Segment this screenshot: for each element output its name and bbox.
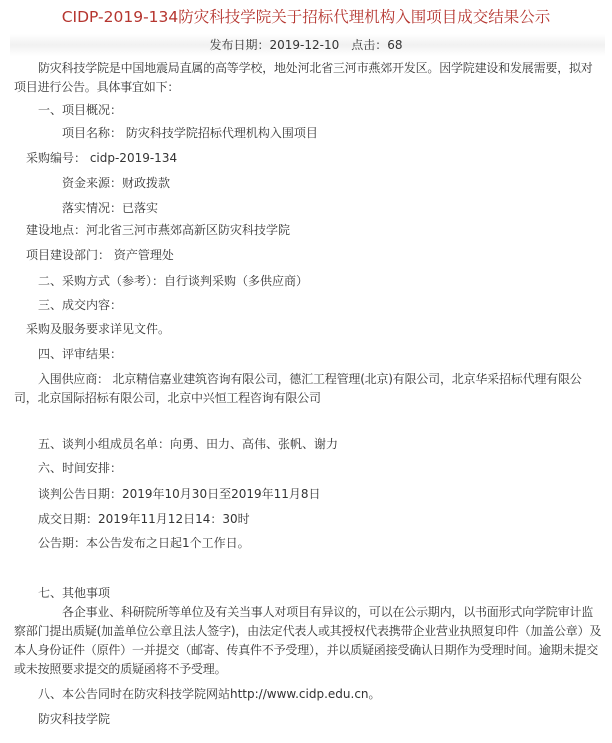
- section-7-heading: 七、其他事项: [38, 586, 111, 600]
- notice-period: 公告期：本公告发布之日起1个工作日。: [38, 536, 250, 550]
- section-3-text: 采购及服务要求详见文件。: [26, 322, 171, 336]
- purchase-number: 采购编号： cidp-2019-134: [26, 151, 178, 165]
- intro-paragraph: 防灾科技学院是中国地震局直属的高等学校，地处河北省三河市燕郊开发区。因学院建设和发展需要，拟对项目进行公告。具体事宜如下：: [14, 61, 593, 94]
- click-count: 点击：68: [351, 38, 403, 52]
- publish-date: 发布日期：2019-12-10: [209, 38, 340, 52]
- section-2-heading: 二、采购方式（参考）：自行谈判采购（多供应商）: [38, 274, 309, 288]
- page-title: CIDP-2019-134防灾科技学院关于招标代理机构入围项目成交结果公示: [61, 8, 551, 26]
- meta-info: [0, 36, 612, 54]
- section-8-text: 八、本公告同时在防灾科技学院网站http://www.cidp.edu.cn。: [38, 687, 381, 701]
- fund-status: 落实情况：已落实: [62, 201, 159, 215]
- deal-date: 成交日期：2019年11月12日14：30时: [38, 512, 250, 526]
- section-7-text: 各企事业、科研院所等单位及有关当事人对项目有异议的，可以在公示期内，以书面形式向学院审计监察部门提出质疑(加盖单位公章且法人签字)，由法定代表人或其授权代表携带企业营业执照复印件（加盖公章）及本人身份证件（原件）一并提交（邮寄、传真件不予受理），并以质疑函接受确认日期作为受理时间。逾期未提交或未按照要求提交的质疑函将不予受理。: [14, 605, 602, 676]
- section-6-heading: 六、时间安排：: [38, 461, 123, 475]
- section-1-heading: 一、项目概况：: [38, 103, 123, 117]
- construction-department: 项目建设部门： 资产管理处: [26, 248, 174, 262]
- signature: 防灾科技学院: [38, 712, 111, 726]
- suppliers-list: 入围供应商： 北京精信嘉业建筑咨询有限公司，德汇工程管理(北京)有限公司，北京华采招标代理有限公司，北京国际招标有限公司，北京中兴恒工程咨询有限公司: [14, 372, 582, 405]
- negotiation-date: 谈判公告日期：2019年10月30日至2019年11月8日: [38, 487, 321, 501]
- section-3-heading: 三、成交内容：: [38, 298, 123, 312]
- construction-location: 建设地点：河北省三河市燕郊高新区防灾科技学院: [26, 223, 291, 237]
- project-name: 项目名称： 防灾科技学院招标代理机构入围项目: [62, 126, 318, 140]
- section-4-heading: 四、评审结果：: [38, 347, 123, 361]
- section-5-heading: 五、谈判小组成员名单：向勇、田力、高伟、张帆、谢力: [38, 437, 339, 451]
- fund-source: 资金来源：财政拨款: [62, 176, 171, 190]
